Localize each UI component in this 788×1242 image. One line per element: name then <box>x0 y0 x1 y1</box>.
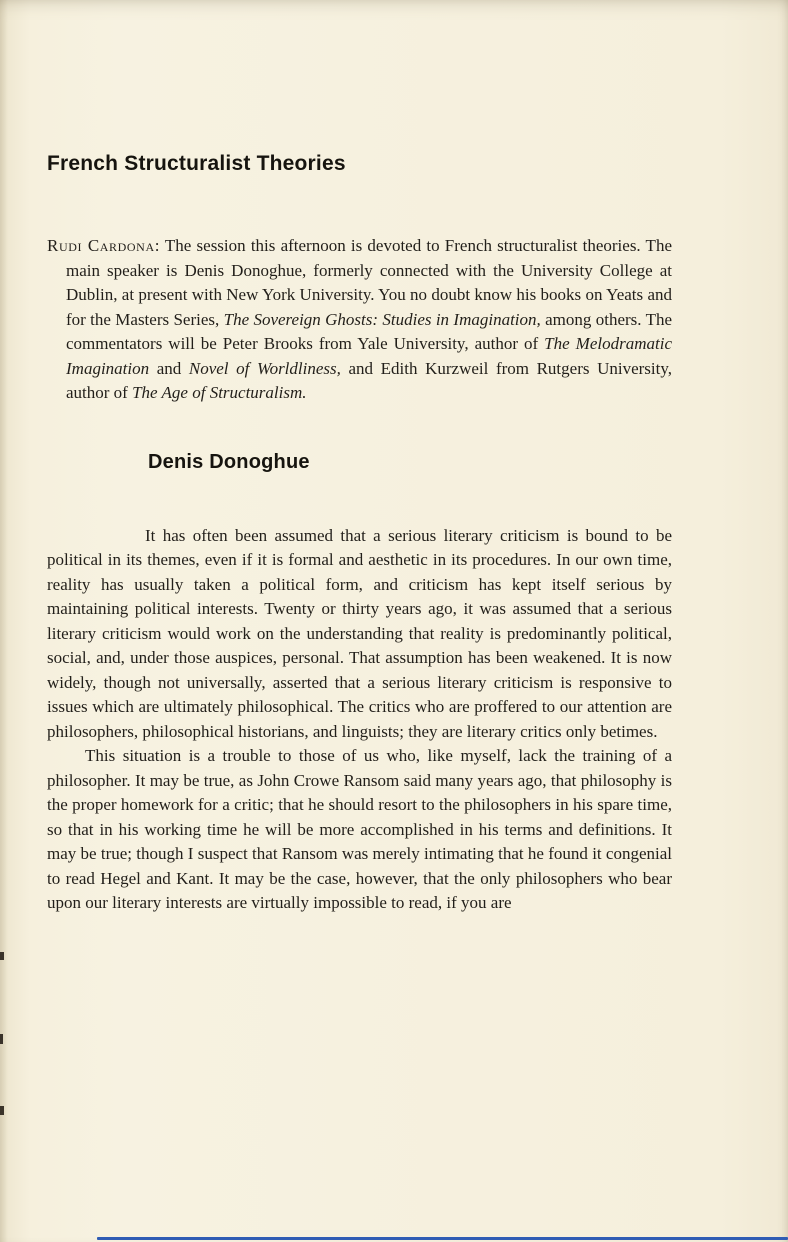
page-content <box>47 0 672 916</box>
scan-artifact <box>0 1034 3 1044</box>
scan-artifact <box>0 952 4 960</box>
intro-paragraph <box>47 234 672 406</box>
body-paragraph-1: It has often been assumed that a serious literary criticism is bound to be political in its themes, even if it is formal and aesthetic in its procedures. In our own time, reality has usually taken a political form, and criticism has kept itself serious by maintaining political interests. Twenty or thirty years ago, it was assumed that a serious literary criticism would work on the understanding that reality is predominantly political, social, and, under those auspices, personal. That assumption has been weakened. It is now widely, though not universally, asserted that a serious literary criticism is responsive to issues which are ultimately philosophical. The critics who are proffered to our attention are philosophers, philosophical historians, and linguists; they are literary critics only betimes. <box>47 525 672 741</box>
scan-artifact <box>0 1106 4 1115</box>
speaker-name: Rudi Cardona: <box>47 236 161 255</box>
body-paragraph-2: This situation is a trouble to those of us who, like myself, lack the training of a philosopher. It may be true, as John Crowe Ransom said many years ago, that philosophy is the proper homework for a critic; that he should resort to the philosophers in his spare time, so that in his working time he will be more accomplished in his terms and definitions. It may be true; though I suspect that Ransom was merely intimating that he found it congenial to read Hegel and Kant. It may be the case, however, that the only philosophers who bear upon our literary interests are virtually impossible to read, if you are <box>47 746 672 912</box>
chapter-title: French Structuralist Theories <box>47 152 346 175</box>
intro-text: The session this afternoon is devoted to French structuralist theories. The main speaker is Denis Donoghue, formerly connected with the University College at Dublin, at present with New York University. You no doubt know his books on Yeats and for the Masters Series, The Sovereign Ghosts: Studies in Imagination, among others. The commentators will be Peter Brooks from Yale University, author of The Melodramatic Imagination and Novel of Worldliness, and Edith Kurzweil from Rutgers University, author of The Age of Structuralism. <box>66 236 673 402</box>
section-heading: Denis Donoghue <box>148 450 310 473</box>
page-bottom-edge-line <box>97 1237 788 1240</box>
